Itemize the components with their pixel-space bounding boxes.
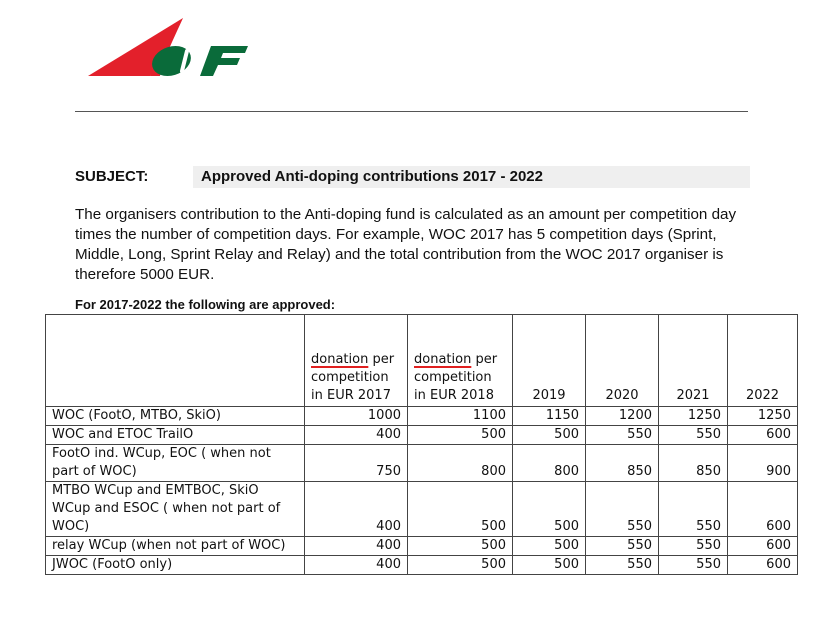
header-2021: 2021	[659, 315, 728, 407]
row-label: relay WCup (when not part of WOC)	[46, 537, 305, 556]
header-2018: donation per competition in EUR 2018	[408, 315, 513, 407]
row-label: WOC (FootO, MTBO, SkiO)	[46, 407, 305, 426]
table-row: FootO ind. WCup, EOC ( when not part of WOC) 750 800 800 850 850 900	[46, 445, 798, 482]
iof-logo	[88, 18, 253, 80]
intro-paragraph: The organisers contribution to the Anti-doping fund is calculated as an amount per competition day times the number of competition days. For example, WOC 2017 has 5 competition days (Sprint, Middle, Long, Sprint Relay and Relay) and the total contribution from the WOC 2017 organiser is therefore 5000 EUR.	[75, 206, 737, 283]
spellcheck-underline-word: donation	[311, 352, 369, 367]
row-label: FootO ind. WCup, EOC ( when not part of WOC)	[46, 445, 305, 482]
table-row: JWOC (FootO only) 400 500 500 550 550 600	[46, 556, 798, 575]
spellcheck-underline-word: donation	[414, 352, 472, 367]
table-row: relay WCup (when not part of WOC) 400 500 500 550 550 600	[46, 537, 798, 556]
contributions-table	[45, 314, 798, 575]
logo-f-letter	[200, 46, 248, 76]
header-divider	[75, 111, 748, 112]
row-label: WOC and ETOC TrailO	[46, 426, 305, 445]
approved-heading: For 2017-2022 the following are approved:	[75, 297, 336, 312]
subject-title: Approved Anti-doping contributions 2017 - 2022	[201, 168, 543, 185]
header-2022: 2022	[728, 315, 798, 407]
row-label: JWOC (FootO only)	[46, 556, 305, 575]
header-blank	[46, 315, 305, 407]
header-2017: donation per competition in EUR 2017	[305, 315, 408, 407]
subject-bar	[193, 166, 750, 188]
table-row: WOC and ETOC TrailO 400 500 500 550 550 600	[46, 426, 798, 445]
header-2019: 2019	[513, 315, 586, 407]
subject-row	[75, 166, 750, 188]
table-header-row	[46, 315, 798, 407]
row-label: MTBO WCup and EMTBOC, SkiO WCup and ESOC ( when not part of WOC)	[46, 482, 305, 537]
header-2020: 2020	[586, 315, 659, 407]
table-row: WOC (FootO, MTBO, SkiO) 1000 1100 1150 1200 1250 1250	[46, 407, 798, 426]
subject-label: SUBJECT:	[75, 168, 149, 185]
table-row: MTBO WCup and EMTBOC, SkiO WCup and ESOC ( when not part of WOC) 400 500 500 550 550 600	[46, 482, 798, 537]
